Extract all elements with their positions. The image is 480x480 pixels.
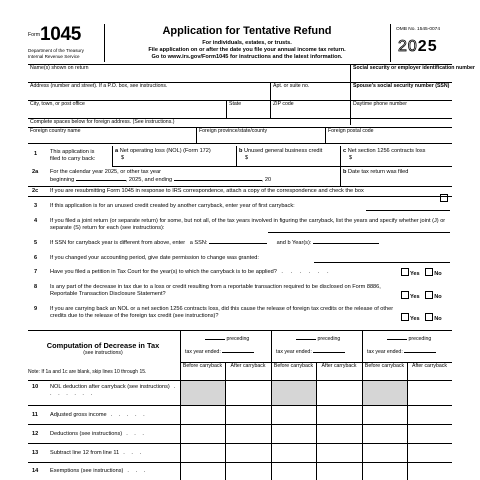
line7-yes-checkbox[interactable] xyxy=(401,268,409,276)
omb-number: OMB No. 1545-0074 xyxy=(396,27,440,32)
line2c-checkbox[interactable] xyxy=(440,188,449,206)
foreign-province-field[interactable]: Foreign province/state/county xyxy=(199,128,268,134)
line1c[interactable]: c Net section 1256 contracts loss $ xyxy=(343,148,426,161)
ssn-field[interactable]: Social security or employer identification number xyxy=(353,65,475,71)
line5-year-input[interactable] xyxy=(313,243,379,244)
line9-text: If you are carrying back an NOL or a net section 1256 contracts loss, did this cause the release of foreign tax credits or the release of other credits due to the release of the foreign tax credit (see instructions)? xyxy=(50,306,394,319)
line6-text: If you changed your accounting period, give date permission to change was granted: xyxy=(50,255,259,261)
row13-num: 13 xyxy=(32,450,39,456)
line6-num: 6 xyxy=(34,255,38,261)
line1-divider-a xyxy=(112,146,113,166)
computation-see: (see instructions) xyxy=(83,350,123,356)
col3-year-ended[interactable]: tax year ended: xyxy=(367,350,436,356)
foreign-address-note: Complete spaces below for foreign address. (See instructions.) xyxy=(30,119,175,125)
irs-label: Internal Revenue Service xyxy=(28,54,80,59)
rule-row12 xyxy=(28,443,452,444)
line2a-period[interactable]: beginning , 2025, and ending , 20 xyxy=(50,177,272,183)
line8-no-checkbox[interactable] xyxy=(425,291,433,299)
col2-preceding[interactable]: preceding xyxy=(296,337,340,343)
address-field[interactable]: Address (number and street). If a P.O. box, see instructions. xyxy=(30,83,168,89)
form-number: 1045 xyxy=(40,24,82,45)
rule-id-bottom xyxy=(28,143,452,144)
city-field[interactable]: City, town, or post office xyxy=(30,101,85,107)
id-col-divider xyxy=(350,64,351,125)
line7-text: Have you filed a petition in Tax Court for the year(s) to which the carryback is to be applied? . . . . . . xyxy=(50,269,332,275)
col3-before: Before carryback xyxy=(364,363,405,369)
line9-num: 9 xyxy=(34,306,38,312)
line5-ssn-input[interactable] xyxy=(209,243,267,244)
rule-computation-top xyxy=(28,330,452,331)
row10-shade-col3 xyxy=(363,381,407,405)
line1b[interactable]: b Unused general business credit $ xyxy=(239,148,323,161)
rule-row11 xyxy=(28,424,452,425)
form-title: Application for Tentative Refund xyxy=(162,25,332,37)
row14-num: 14 xyxy=(32,468,39,474)
line1-num: 1 xyxy=(34,151,38,157)
line7-yes-no[interactable]: Yes No xyxy=(401,268,442,278)
state-field[interactable]: State xyxy=(229,101,242,107)
row12-label: Deductions (see instructions) . . . xyxy=(50,431,147,437)
line9-yes-no[interactable]: Yes No xyxy=(401,313,442,323)
apt-divider xyxy=(270,82,271,100)
line9-no-checkbox[interactable] xyxy=(425,313,433,321)
col1-preceding[interactable]: preceding xyxy=(205,337,249,343)
form-subtitle-1: For individuals, estates, or trusts. xyxy=(202,40,292,46)
line1-divider-c xyxy=(340,146,341,166)
line6-input[interactable] xyxy=(314,262,450,263)
line8-yes-checkbox[interactable] xyxy=(401,291,409,299)
col1-year-ended[interactable]: tax year ended: xyxy=(185,350,254,356)
line2a-num: 2a xyxy=(32,169,39,175)
line7-no-checkbox[interactable] xyxy=(425,268,433,276)
row14-label: Exemptions (see instructions) . . . xyxy=(50,468,148,474)
row11-label: Adjusted gross income . . . . . xyxy=(50,412,148,418)
line8-yes-no[interactable]: Yes No xyxy=(401,291,442,301)
form-label: Form xyxy=(28,32,41,38)
rule-line1 xyxy=(112,166,452,167)
spouse-ssn-field[interactable]: Spouse's social security number (SSN) xyxy=(353,83,450,89)
foreign-postal-field[interactable]: Foreign postal code xyxy=(328,128,374,134)
col3-preceding[interactable]: preceding xyxy=(387,337,431,343)
line2a-label: For the calendar year 2025, or other tax year xyxy=(50,169,162,175)
row13-label: Subtract line 12 from line 11 . . . xyxy=(50,450,144,456)
foreign-country-field[interactable]: Foreign country name xyxy=(30,128,81,134)
line8-num: 8 xyxy=(34,284,38,290)
row10-num: 10 xyxy=(32,384,39,390)
phone-field[interactable]: Daytime phone number xyxy=(353,101,407,107)
line2c-num: 2c xyxy=(32,188,39,194)
line2c-label: If you are resubmitting Form 1045 in response to IRS correspondence, attach a copy of the correspondence and check the box xyxy=(50,188,364,194)
dept-treasury: Department of the Treasury xyxy=(28,48,84,53)
foreign-divider-1 xyxy=(196,127,197,143)
line8-text: Is any part of the decrease in tax due to a loss or credit resulting from a reportable transaction required to be disclosed on Form 8886, Reportable Transaction Disclosure Statement? xyxy=(50,284,381,297)
row10-label: NOL deduction after carryback (see instructions) . . . . . . . xyxy=(50,384,178,397)
line4-num: 4 xyxy=(34,218,38,224)
rule-line2c xyxy=(28,196,452,197)
line2b[interactable]: b Date tax return was filed xyxy=(343,169,409,175)
computation-note: Note: If 1a and 1c are blank, skip lines 10 through 15. xyxy=(28,369,147,375)
computation-title: Computation of Decrease in Tax xyxy=(46,341,160,350)
zip-divider xyxy=(270,100,271,118)
foreign-divider-2 xyxy=(325,127,326,143)
form-subtitle-3: Go to www.irs.gov/Form1045 for instructions and the latest information. xyxy=(151,54,343,60)
row12-num: 12 xyxy=(32,431,39,437)
name-field[interactable]: Name(s) shown on return xyxy=(30,65,89,71)
line3-input[interactable] xyxy=(366,210,450,211)
line7-num: 7 xyxy=(34,269,38,275)
tax-year: 2025 xyxy=(398,38,438,55)
col2-before: Before carryback xyxy=(273,363,314,369)
line3-num: 3 xyxy=(34,203,38,209)
state-divider xyxy=(226,100,227,118)
rule-row13 xyxy=(28,462,452,463)
zip-field[interactable]: ZIP code xyxy=(273,101,294,107)
rule-line2a xyxy=(28,186,452,187)
line2b-divider xyxy=(340,166,341,186)
row11-num: 11 xyxy=(32,412,38,418)
line5-text: If SSN for carryback year is different from above, enter a SSN: and b Year(s): xyxy=(50,240,379,247)
apt-field[interactable]: Apt. or suite no. xyxy=(273,83,310,89)
col2-year-ended[interactable]: tax year ended: xyxy=(276,350,345,356)
line4-input[interactable] xyxy=(268,232,450,233)
line1a[interactable]: a Net operating loss (NOL) (Form 172) $ xyxy=(115,148,211,161)
col3-after: After carryback xyxy=(412,363,447,369)
line4-text: If you filed a joint return (or separate return) for some, but not all, of the tax years involved in figuring the carryback, list the years and specify whether joint (J) or separate (S) return for each (see instructions): xyxy=(50,218,446,231)
line9-yes-checkbox[interactable] xyxy=(401,313,409,321)
row10-shade-col1 xyxy=(181,381,225,405)
line1-label: This application is filed to carry back: xyxy=(50,149,96,162)
col1-before: Before carryback xyxy=(182,363,223,369)
row10-shade-col2 xyxy=(272,381,316,405)
line3-text: If this application is for an unused credit created by another carryback, enter year of first carryback: xyxy=(50,203,295,209)
col2-after: After carryback xyxy=(321,363,357,369)
col1-after: After carryback xyxy=(230,363,266,369)
line5-num: 5 xyxy=(34,240,38,246)
header-divider-right xyxy=(390,24,391,62)
rule-row10 xyxy=(28,405,452,406)
form-subtitle-2: File application on or after the date you file your annual income tax return. xyxy=(148,47,346,53)
line1-divider-b xyxy=(236,146,237,166)
